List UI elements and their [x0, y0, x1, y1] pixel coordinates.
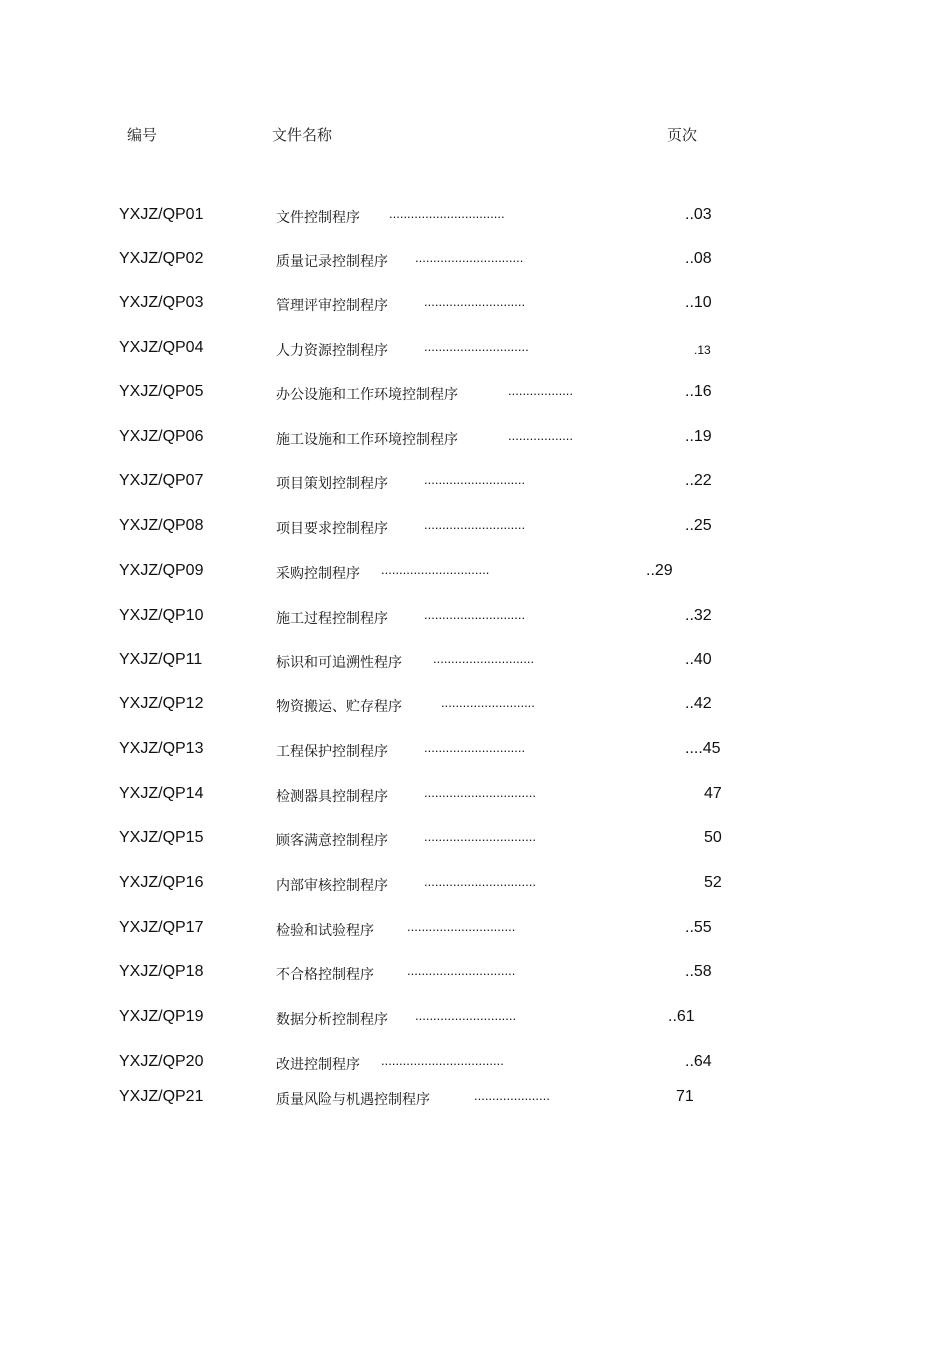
doc-code: YXJZ/QP02 — [119, 250, 204, 267]
page-number: ..32 — [685, 607, 712, 624]
doc-code: YXJZ/QP19 — [119, 1008, 204, 1025]
toc-row[interactable] — [0, 248, 950, 272]
toc-row[interactable] — [0, 605, 950, 629]
doc-code: YXJZ/QP06 — [119, 428, 204, 445]
toc-row[interactable] — [0, 693, 950, 717]
doc-name: 人力资源控制程序 — [276, 343, 388, 359]
doc-name: 质量记录控制程序 — [276, 254, 388, 270]
leader-dots: ............................ — [433, 651, 535, 666]
toc-row[interactable] — [0, 560, 950, 584]
page-number: ..55 — [685, 919, 712, 936]
leader-dots: ............................... — [424, 829, 536, 844]
leader-dots: ............................... — [424, 785, 536, 800]
leader-dots: .................. — [508, 383, 574, 398]
page-number: ..29 — [646, 562, 673, 579]
header-code: 编号 — [127, 126, 158, 144]
page-number: .13 — [694, 343, 711, 357]
page-number: ..61 — [668, 1008, 695, 1025]
page-number: ..25 — [685, 517, 712, 534]
doc-name: 改进控制程序 — [276, 1057, 360, 1073]
doc-name: 文件控制程序 — [276, 210, 360, 226]
leader-dots: ............................ — [424, 740, 526, 755]
doc-name: 内部审核控制程序 — [276, 878, 388, 894]
page-number: 52 — [704, 874, 722, 891]
doc-code: YXJZ/QP14 — [119, 785, 204, 802]
toc-row[interactable] — [0, 1086, 950, 1110]
toc-row[interactable] — [0, 470, 950, 494]
doc-code: YXJZ/QP21 — [119, 1088, 204, 1105]
page-number: ..22 — [685, 472, 712, 489]
leader-dots: .............................. — [381, 562, 490, 577]
doc-name: 检验和试验程序 — [276, 923, 374, 939]
toc-row[interactable] — [0, 1051, 950, 1075]
page-number: 50 — [704, 829, 722, 846]
doc-code: YXJZ/QP05 — [119, 383, 204, 400]
leader-dots: .................. — [508, 428, 574, 443]
page-number: ..16 — [685, 383, 712, 400]
doc-code: YXJZ/QP03 — [119, 294, 204, 311]
page-number: ..64 — [685, 1053, 712, 1070]
doc-code: YXJZ/QP16 — [119, 874, 204, 891]
toc-row[interactable] — [0, 204, 950, 228]
leader-dots: ............................ — [415, 1008, 517, 1023]
doc-name: 工程保护控制程序 — [276, 744, 388, 760]
toc-row[interactable] — [0, 827, 950, 851]
doc-code: YXJZ/QP15 — [119, 829, 204, 846]
doc-code: YXJZ/QP01 — [119, 206, 204, 223]
leader-dots: ............................. — [424, 339, 529, 354]
page-number: ..03 — [685, 206, 712, 223]
doc-name: 办公设施和工作环境控制程序 — [276, 387, 458, 403]
page-number: ..40 — [685, 651, 712, 668]
leader-dots: .......................... — [441, 695, 535, 710]
toc-row[interactable] — [0, 738, 950, 762]
doc-name: 项目要求控制程序 — [276, 521, 388, 537]
doc-name: 施工过程控制程序 — [276, 611, 388, 627]
doc-code: YXJZ/QP17 — [119, 919, 204, 936]
toc-row[interactable] — [0, 381, 950, 405]
doc-name: 顾客满意控制程序 — [276, 833, 388, 849]
doc-code: YXJZ/QP10 — [119, 607, 204, 624]
doc-code: YXJZ/QP20 — [119, 1053, 204, 1070]
toc-row[interactable] — [0, 515, 950, 539]
page-number: ..58 — [685, 963, 712, 980]
doc-name: 管理评审控制程序 — [276, 298, 388, 314]
page-number: 71 — [676, 1088, 694, 1105]
page-number: ..08 — [685, 250, 712, 267]
leader-dots: .............................. — [415, 250, 524, 265]
doc-code: YXJZ/QP09 — [119, 562, 204, 579]
doc-name: 标识和可追溯性程序 — [276, 655, 402, 671]
doc-code: YXJZ/QP07 — [119, 472, 204, 489]
doc-code: YXJZ/QP18 — [119, 963, 204, 980]
doc-name: 物资搬运、贮存程序 — [276, 699, 402, 715]
toc-row[interactable] — [0, 1006, 950, 1030]
leader-dots: ............................ — [424, 607, 526, 622]
doc-name: 质量风险与机遇控制程序 — [276, 1092, 430, 1108]
header-page: 页次 — [667, 126, 698, 144]
leader-dots: ............................ — [424, 472, 526, 487]
page-number: ....45 — [685, 740, 721, 757]
doc-name: 检测器具控制程序 — [276, 789, 388, 805]
leader-dots: ............................ — [424, 517, 526, 532]
toc-row[interactable] — [0, 649, 950, 673]
leader-dots: .................................. — [381, 1053, 504, 1068]
doc-name: 施工设施和工作环境控制程序 — [276, 432, 458, 448]
leader-dots: ............................... — [424, 874, 536, 889]
leader-dots: .............................. — [407, 919, 516, 934]
doc-name: 采购控制程序 — [276, 566, 360, 582]
doc-code: YXJZ/QP08 — [119, 517, 204, 534]
page-number: ..10 — [685, 294, 712, 311]
leader-dots: ..................... — [474, 1088, 550, 1103]
header-name: 文件名称 — [272, 126, 333, 144]
page-number: 47 — [704, 785, 722, 802]
toc-row[interactable] — [0, 917, 950, 941]
toc-row[interactable] — [0, 872, 950, 896]
leader-dots: ............................ — [424, 294, 526, 309]
page-number: ..19 — [685, 428, 712, 445]
doc-name: 不合格控制程序 — [276, 967, 374, 983]
doc-name: 数据分析控制程序 — [276, 1012, 388, 1028]
toc-row[interactable] — [0, 783, 950, 807]
doc-code: YXJZ/QP12 — [119, 695, 204, 712]
leader-dots: .............................. — [407, 963, 516, 978]
doc-code: YXJZ/QP04 — [119, 339, 204, 356]
leader-dots: ................................ — [389, 206, 505, 221]
doc-code: YXJZ/QP11 — [119, 651, 203, 668]
toc-row[interactable] — [0, 337, 950, 361]
doc-code: YXJZ/QP13 — [119, 740, 204, 757]
page-number: ..42 — [685, 695, 712, 712]
doc-name: 项目策划控制程序 — [276, 476, 388, 492]
toc-row[interactable] — [0, 426, 950, 450]
toc-row[interactable] — [0, 961, 950, 985]
toc-row[interactable] — [0, 292, 950, 316]
